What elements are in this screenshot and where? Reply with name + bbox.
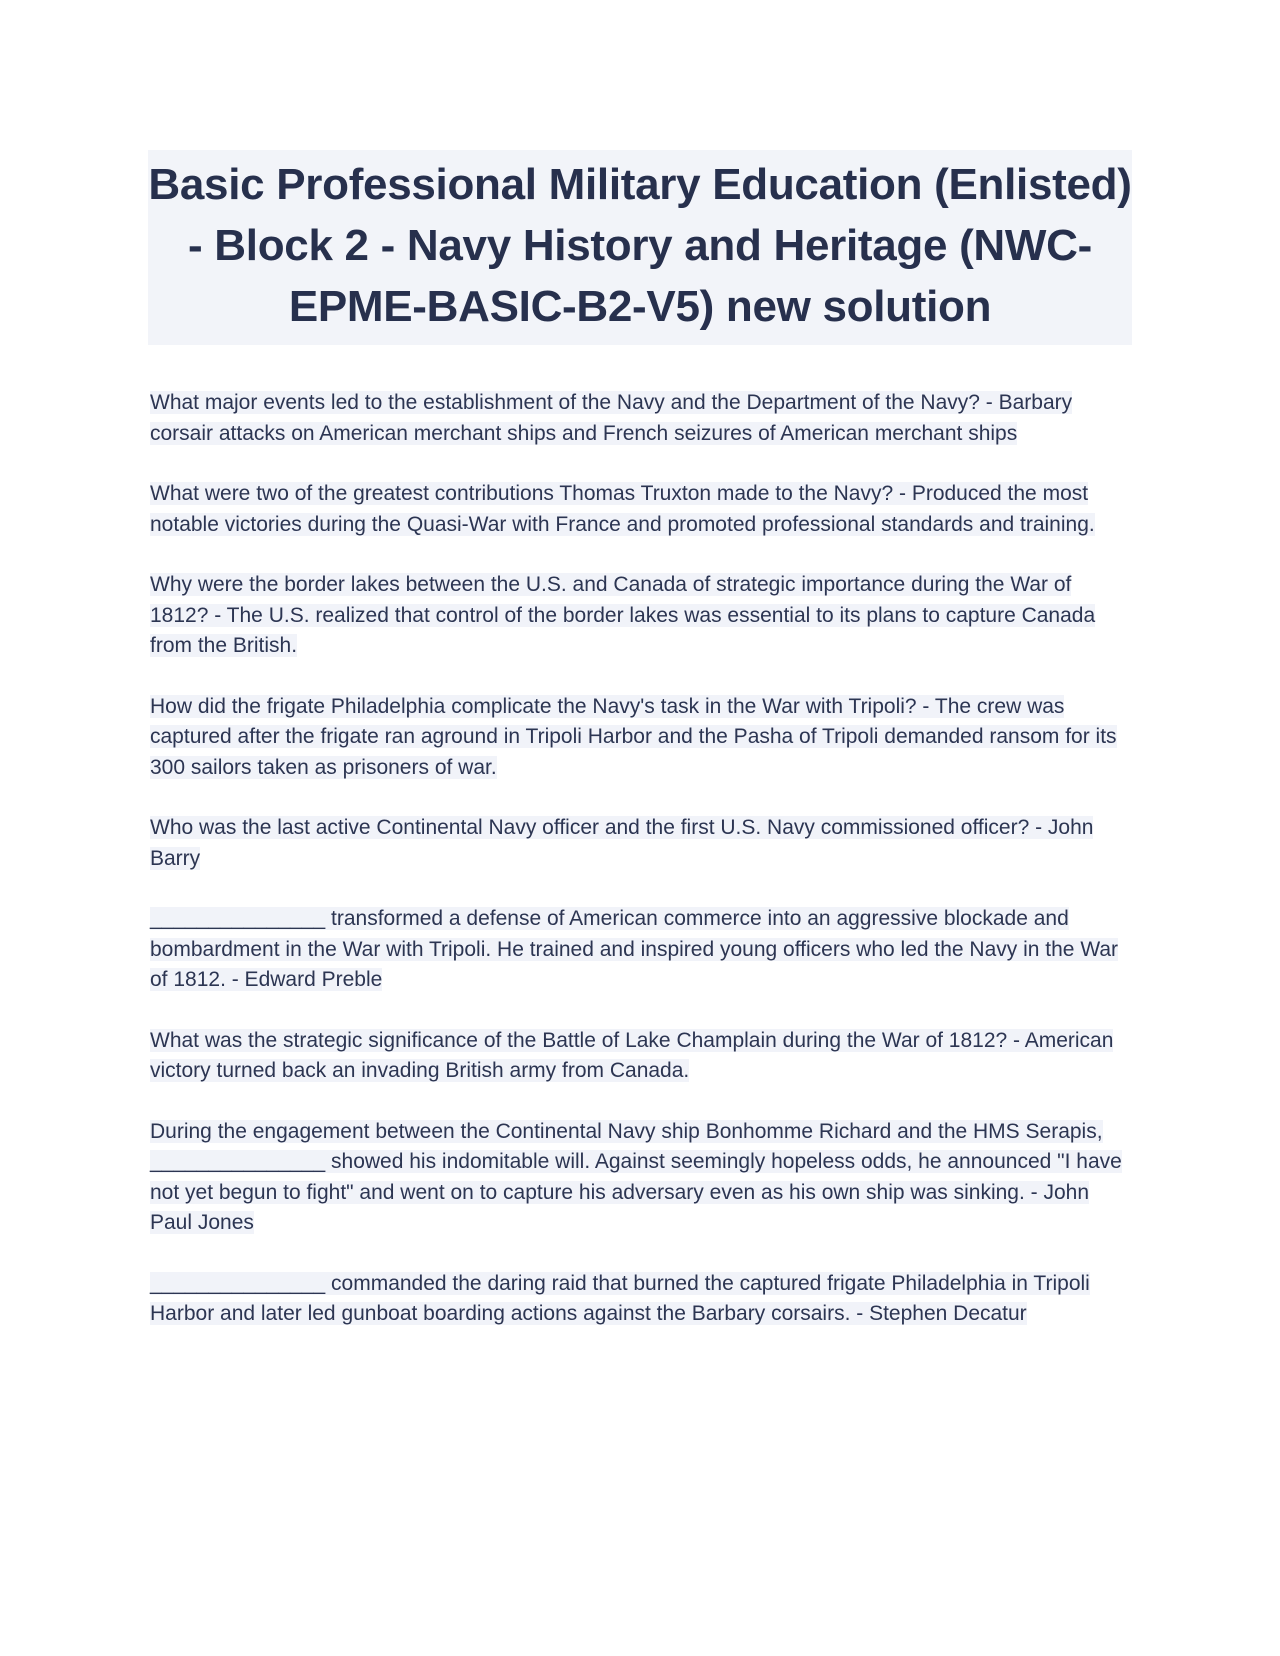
qa-item [150, 1117, 1135, 1239]
qa-text: What was the strategic significance of the Battle of Lake Champlain during the War of 1812? - American victory turned back an invading British army from Canada. [150, 1028, 1114, 1082]
qa-item [150, 1269, 1135, 1330]
qa-text: What major events led to the establishment of the Navy and the Department of the Navy? - Barbary corsair attacks on American merchant ships and French seizures of American merchant ships [150, 391, 1073, 445]
qa-text: _______________ commanded the daring raid that burned the captured frigate Philadelphia in Tripoli Harbor and later led gunboat boarding actions against the Barbary corsairs. - Stephen Decatur [150, 1271, 1090, 1325]
qa-item [150, 692, 1135, 784]
qa-list [150, 388, 1135, 1360]
qa-item [150, 904, 1135, 996]
qa-item [150, 388, 1135, 449]
document-title: Basic Professional Military Education (Enlisted) - Block 2 - Navy History and Heritage (NWC-EPME-BASIC-B2-V5) new solution [148, 160, 1132, 331]
qa-item [150, 479, 1135, 540]
qa-item [150, 570, 1135, 662]
qa-item [150, 1026, 1135, 1087]
qa-text: _______________ transformed a defense of American commerce into an aggressive blockade and bombardment in the War with Tripoli. He trained and inspired young officers who led the Navy in the War of 1812. - Edward Preble [150, 907, 1119, 991]
qa-text: What were two of the greatest contributions Thomas Truxton made to the Navy? - Produced the most notable victories during the Quasi-War with France and promoted professional standards and training. [150, 482, 1095, 536]
title-block [148, 150, 1132, 345]
qa-text: Why were the border lakes between the U.S. and Canada of strategic importance during the War of 1812? - The U.S. realized that control of the border lakes was essential to its plans to capture Canada from the British. [150, 573, 1096, 657]
qa-text: Who was the last active Continental Navy officer and the first U.S. Navy commissioned officer? - John Barry [150, 816, 1094, 870]
qa-text: During the engagement between the Continental Navy ship Bonhomme Richard and the HMS Serapis, _______________ showed his indomitable will. Against seemingly hopeless odds, he announced "I have not yet begun to fight" and went on to capture his adversary even as his own ship was sinking. - John Paul Jones [150, 1119, 1122, 1234]
qa-item [150, 813, 1135, 874]
qa-text: How did the frigate Philadelphia complicate the Navy's task in the War with Tripoli? - The crew was captured after the frigate ran aground in Tripoli Harbor and the Pasha of Tripoli demanded ransom for its 300 sailors taken as prisoners of war. [150, 694, 1117, 779]
